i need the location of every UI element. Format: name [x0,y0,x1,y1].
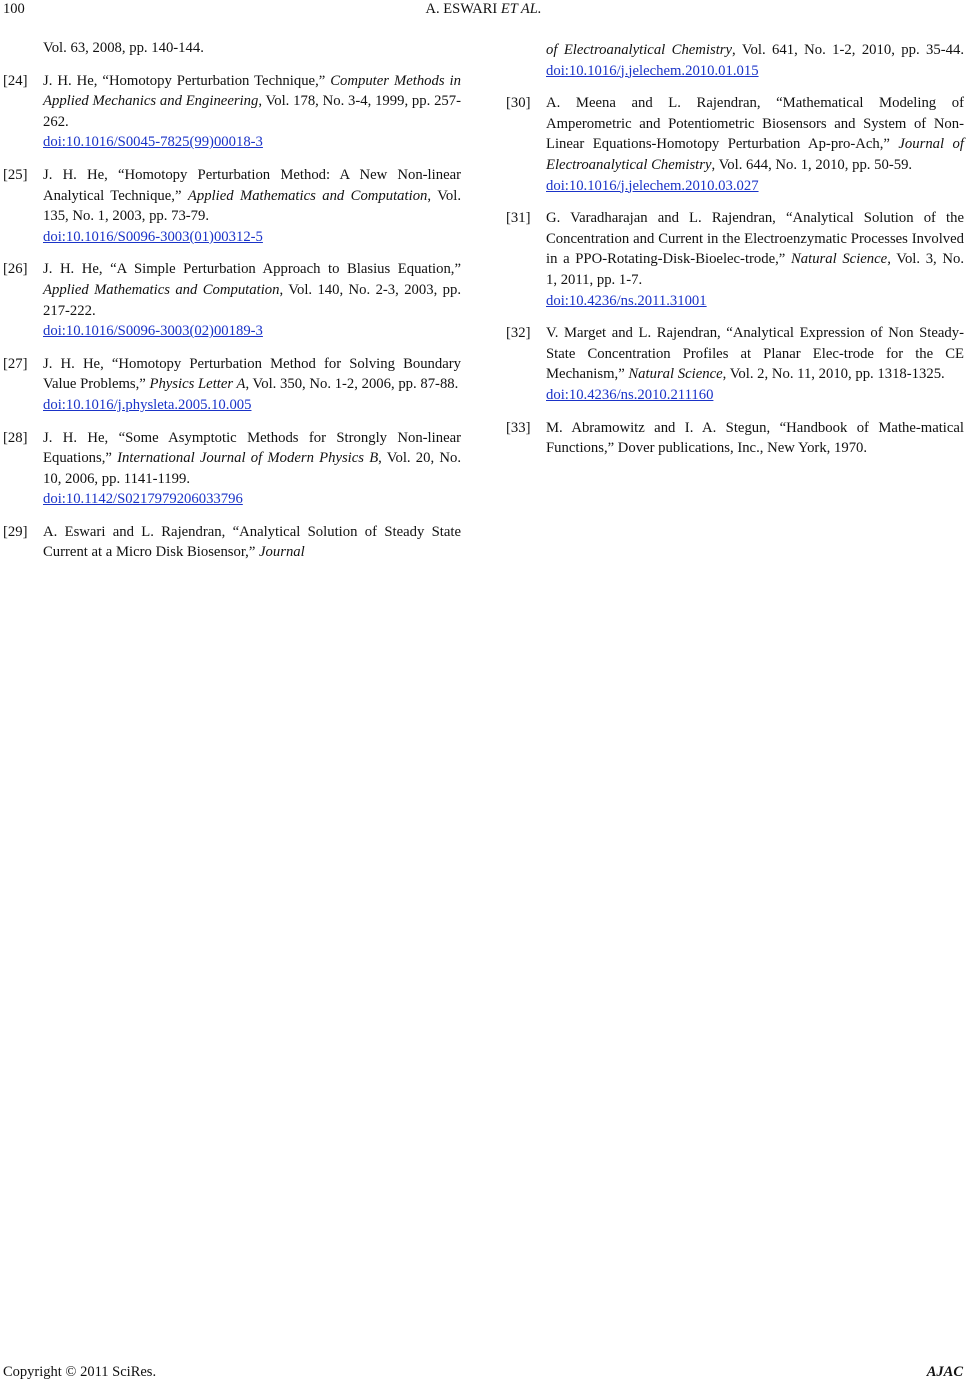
doi-link[interactable]: doi:10.1016/j.jelechem.2010.01.015 [546,62,759,79]
copyright-notice: Copyright © 2011 SciRes. [3,1364,157,1380]
page-footer [0,1364,967,1386]
reference-29 [3,522,461,563]
page-number: 100 [3,1,25,17]
reference-number: [29] [3,523,28,540]
reference-source: Applied Mathematics and Computation [187,187,428,204]
reference-27 [3,354,461,416]
reference-source: Applied Mathematics and Computation [43,281,280,298]
reference-26 [3,259,461,341]
running-head [0,1,967,18]
reference-text: J. H. He, “A Simple Perturbation Approach to Blasius Equation,” [43,261,461,278]
reference-details: , Vol. 20, No. 10, 2006, pp. 1141-1199. [43,450,461,487]
reference-source: Journal [259,544,305,561]
reference-source: Natural Science [628,366,723,383]
reference-text: J. H. He, “Homotopy Perturbation Method for Solving Boundary Value Problems,” [43,355,461,393]
doi-link[interactable]: doi:10.1142/S0217979206033796 [43,491,243,508]
reference-details: , Vol. 2, No. 11, 2010, pp. 1318-1325. [722,366,945,383]
reference-details: , Vol. 140, No. 2-3, 2003, pp. 217-222. [43,281,461,319]
reference-source: Natural Science [790,251,888,268]
reference-number: [32] [506,325,531,342]
reference-24 [3,71,461,153]
reference-source: Physics Letter A [149,376,246,393]
reference-33 [506,418,964,459]
reference-32 [506,323,964,405]
reference-text: J. H. He, “Homotopy Perturbation Technique,” [43,72,331,89]
reference-text: G. Varadharajan and L. Rajendran, “Analytical Solution of the Concentration and Current in the Electroenzymatic Processes Involved in a PPO-Rotating-Disk-Bioelec-trode,” [546,210,964,268]
reference-number: [27] [3,355,28,372]
doi-link[interactable]: doi:10.4236/ns.2011.31001 [546,292,707,309]
reference-text: J. H. He, “Some Asymptotic Methods for Strongly Non-linear Equations,” [43,429,461,467]
doi-link[interactable]: doi:10.1016/j.jelechem.2010.03.027 [546,177,759,194]
reference-text: V. Marget and L. Rajendran, “Analytical Expression of Non Steady-State Concentration Profiles at Planar Elec-trode for the CE Mechanism,” [546,325,964,383]
doi-link[interactable]: doi:10.1016/S0045-7825(99)00018-3 [43,134,263,151]
reference-source: of Electroanalytical Chemistry [546,42,733,58]
reference-source: International Journal of Modern Physics B [117,450,379,467]
doi-link[interactable]: doi:10.1016/S0096-3003(02)00189-3 [43,323,263,340]
running-head-author: A. ESWARI [425,1,498,17]
page-header [0,0,967,24]
reference-details: , Vol. 178, No. 3-4, 1999, pp. 257-262. [43,93,461,130]
reference-text: A. Eswari and L. Rajendran, “Analytical Solution of Steady State Current at a Micro Disk Biosensor,” [43,523,461,561]
reference-number: [31] [506,210,531,227]
reference-number: [26] [3,261,28,278]
reference-details: , Vol. 135, No. 1, 2003, pp. 73-79. [43,187,462,225]
reference-details: , Vol. 3, No. 1, 2011, pp. 1-7. [546,251,964,288]
reference-text: J. H. He, “Homotopy Perturbation Method: A New Non-linear Analytical Technique,” [43,166,461,204]
right-column [506,40,964,471]
reference-details: , Vol. 644, No. 1, 2010, pp. 50-59. [711,156,913,173]
journal-abbreviation: AJAC [926,1364,963,1380]
doi-link[interactable]: doi:10.1016/S0096-3003(01)00312-5 [43,228,263,245]
reference-details: , Vol. 641, No. 1-2, 2010, pp. 35-44. [732,42,964,58]
running-head-etal: ET AL. [500,1,542,17]
reference-source: Journal of Electroanalytical Chemistry [546,136,964,173]
reference-source: Computer Methods in Applied Mechanics and Engineering [43,72,461,110]
doi-link[interactable]: doi:10.1016/j.physleta.2005.10.005 [43,396,252,413]
reference-continuation [546,40,964,81]
reference-28 [3,428,461,510]
left-column [3,38,462,575]
doi-link[interactable]: doi:10.4236/ns.2010.211160 [546,386,714,403]
reference-25 [3,165,462,247]
reference-number: [24] [3,72,28,89]
reference-text: A. Meena and L. Rajendran, “Mathematical Modeling of Amperometric and Potentiometric Biosensors and System of Non-Linear Equations-Homotopy Perturbation Ap-pro-Ach,” [546,95,964,153]
reference-details: , Vol. 350, No. 1-2, 2006, pp. 87-88. [245,376,459,393]
reference-text: M. Abramowitz and I. A. Stegun, “Handbook of Mathe-matical Functions,” Dover publications, Inc., New York, 1970. [546,419,964,457]
reference-number: [25] [3,166,28,183]
reference-30 [506,93,964,196]
reference-continuation: Vol. 63, 2008, pp. 140-144. [43,40,204,56]
reference-number: [28] [3,429,28,446]
reference-31 [506,208,964,311]
reference-number: [30] [506,95,531,112]
reference-number: [33] [506,419,531,436]
